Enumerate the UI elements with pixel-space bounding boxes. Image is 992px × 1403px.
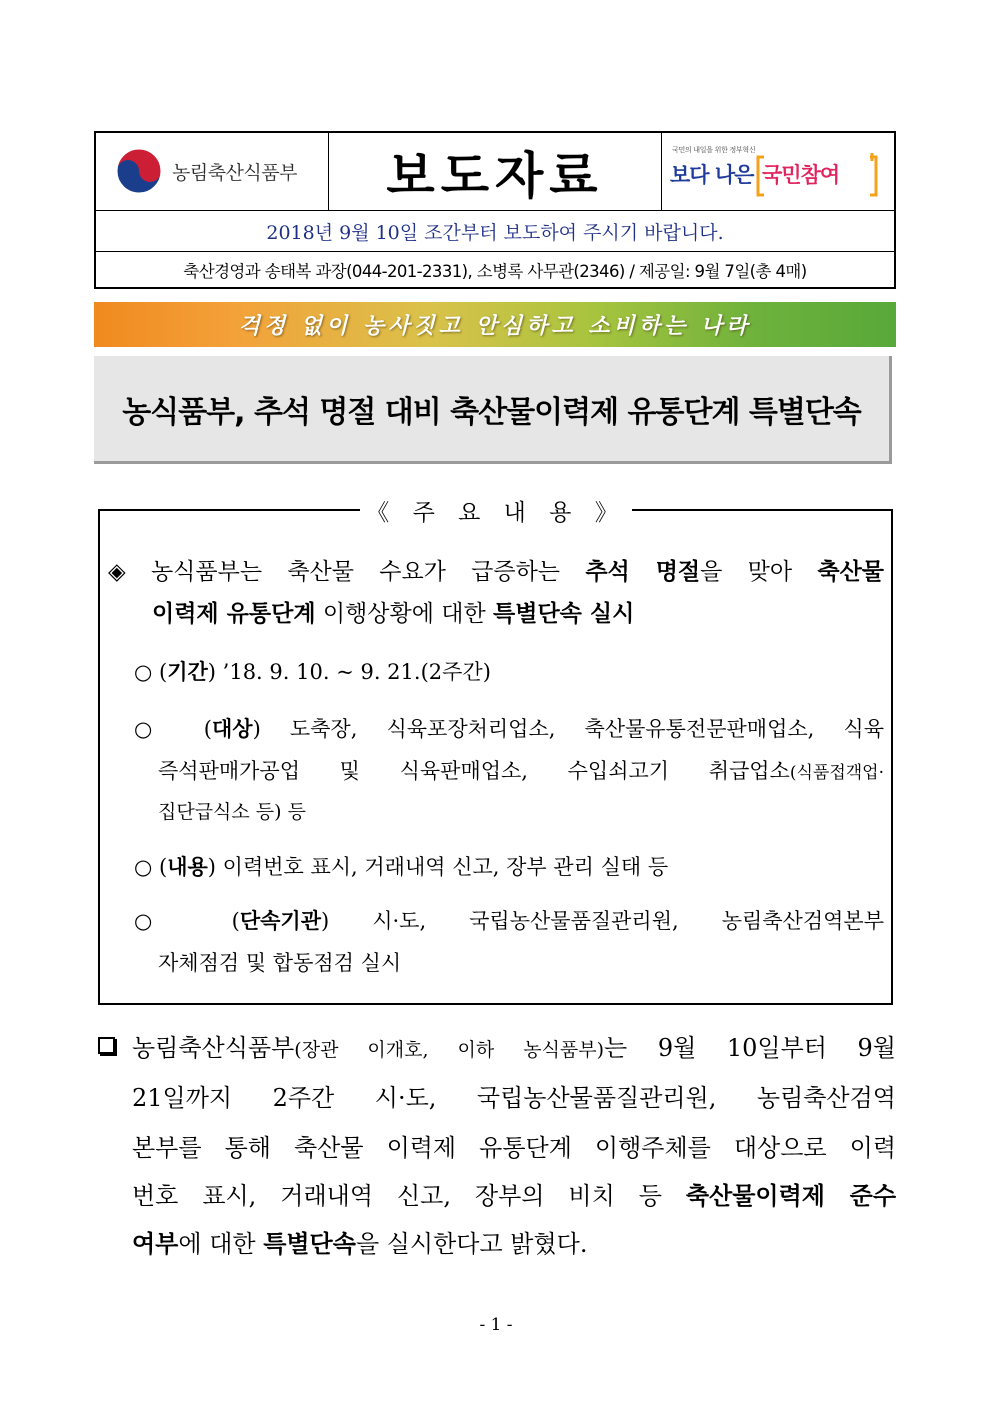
summary-label: 《 주 요 내 용 》	[360, 491, 632, 529]
contact-row	[96, 252, 894, 287]
summary-lead-line-2	[152, 595, 634, 628]
item-small-text: (식품접객업·	[789, 763, 884, 783]
item-label: 단속기관	[239, 908, 322, 933]
item-text: 자체점검 및 합동점검 실시	[158, 951, 402, 975]
slogan-banner	[94, 302, 896, 347]
ministry-name: 농림축산식품부	[172, 162, 297, 184]
body-text: 번호 표시, 거래내역 신고, 장부의 비치 등	[132, 1182, 686, 1210]
body-small-text: (장관 이개호, 이하 농식품부)	[294, 1039, 605, 1061]
item-text: ’18. 9. 10. ~ 9. 21.(2주간)	[222, 660, 491, 684]
brand-text-a: 보다 나은	[670, 163, 754, 187]
item-text: 즉석판매가공업 및 식육판매업소, 수입쇠고기 취급업소	[158, 759, 790, 783]
page-number: - 1 -	[479, 1315, 513, 1335]
item-text: 집단급식소 등) 등	[158, 801, 306, 823]
item-label: 대상	[212, 716, 253, 741]
summary-item-target: ○ (대상) 도축장, 식육포장처리업소, 축산물유통전문판매업소, 식육	[134, 716, 884, 741]
header-top-row	[96, 133, 894, 211]
body-text: 농림축산식품부	[132, 1034, 295, 1062]
item-label: 기간	[167, 659, 208, 684]
summary-item-target-line-2	[158, 755, 884, 785]
lead-text: 을 맞아	[700, 559, 818, 585]
body-text: 는 9월 10일부터 9월	[604, 1034, 896, 1062]
body-emphasis: 특별단속	[263, 1229, 356, 1258]
lead-emphasis: 추석 명절	[585, 558, 701, 585]
embargo-text: 2018년 9월 10일 조간부터 보도하여 주시기 바랍니다.	[266, 221, 724, 244]
headline: 농식품부, 추석 명절 대비 축산물이력제 유통단계 특별단속	[122, 394, 861, 430]
item-text: 시·도, 국립농산물품질관리원, 농림축산검역본부	[372, 909, 884, 933]
lead-emphasis: 축산물	[817, 558, 885, 585]
body-line-4	[132, 1176, 896, 1211]
lead-emphasis: 이력제 유통단계	[152, 600, 316, 627]
summary-lead-line-1	[108, 553, 884, 586]
press-title: 보도자료	[386, 146, 604, 205]
item-text: 이력번호 표시, 거래내역 신고, 장부 관리 실태 등	[222, 855, 669, 879]
body-line-3	[132, 1128, 896, 1163]
slogan-text: 걱정 없이 농사짓고 안심하고 소비하는 나라	[238, 313, 752, 339]
body-emphasis: 여부	[132, 1229, 179, 1258]
press-header	[94, 131, 896, 289]
body-line-1	[132, 1028, 896, 1063]
summary-item-target-line-3	[158, 797, 306, 824]
embargo-row	[96, 211, 894, 252]
checkbox-bullet-icon	[98, 1037, 115, 1054]
lead-emphasis: 특별단속 실시	[493, 600, 635, 627]
taegeuk-logo-icon	[116, 148, 162, 194]
brand-logo-cell	[662, 133, 894, 210]
body-text: 21일까지 2주간 시·도, 국립농산물품질관리원, 농림축산검역	[132, 1084, 896, 1112]
contact-text: 축산경영과 송태복 과장(044-201-2331), 소병록 사무관(2346) / 제공일: 9월 7일(총 4매)	[183, 261, 807, 281]
press-title-cell	[329, 133, 662, 210]
lead-text: ◈ 농식품부는 축산물 수요가 급증하는	[108, 559, 586, 585]
body-line-2	[132, 1078, 896, 1113]
body-text: 에 대한	[178, 1230, 264, 1258]
summary-item-agency-line-2	[158, 947, 401, 977]
summary-item-period: ○ (기간) ’18. 9. 10. ~ 9. 21.(2주간)	[134, 659, 491, 684]
body-text: 본부를 통해 축산물 이력제 유통단계 이행주체를 대상으로 이력	[132, 1134, 896, 1162]
body-line-5	[132, 1224, 587, 1259]
brand-text-b: 국민참여	[762, 163, 840, 187]
ministry-logo-cell	[96, 133, 329, 210]
item-label: 내용	[167, 854, 208, 879]
lead-text: 이행상황에 대한	[315, 601, 494, 627]
body-emphasis: 축산물이력제 준수	[685, 1181, 897, 1210]
brand-tagline: 국민의 내일을 위한 정부혁신	[672, 146, 756, 154]
summary-item-agency: ○ (단속기관) 시·도, 국립농산물품질관리원, 농림축산검역본부	[134, 908, 884, 933]
summary-item-content: ○ (내용) 이력번호 표시, 거래내역 신고, 장부 관리 실태 등	[134, 854, 669, 879]
body-text: 을 실시한다고 밝혔다.	[355, 1230, 588, 1258]
headline-box	[94, 356, 892, 464]
item-text: 도축장, 식육포장처리업소, 축산물유통전문판매업소, 식육	[289, 717, 884, 741]
